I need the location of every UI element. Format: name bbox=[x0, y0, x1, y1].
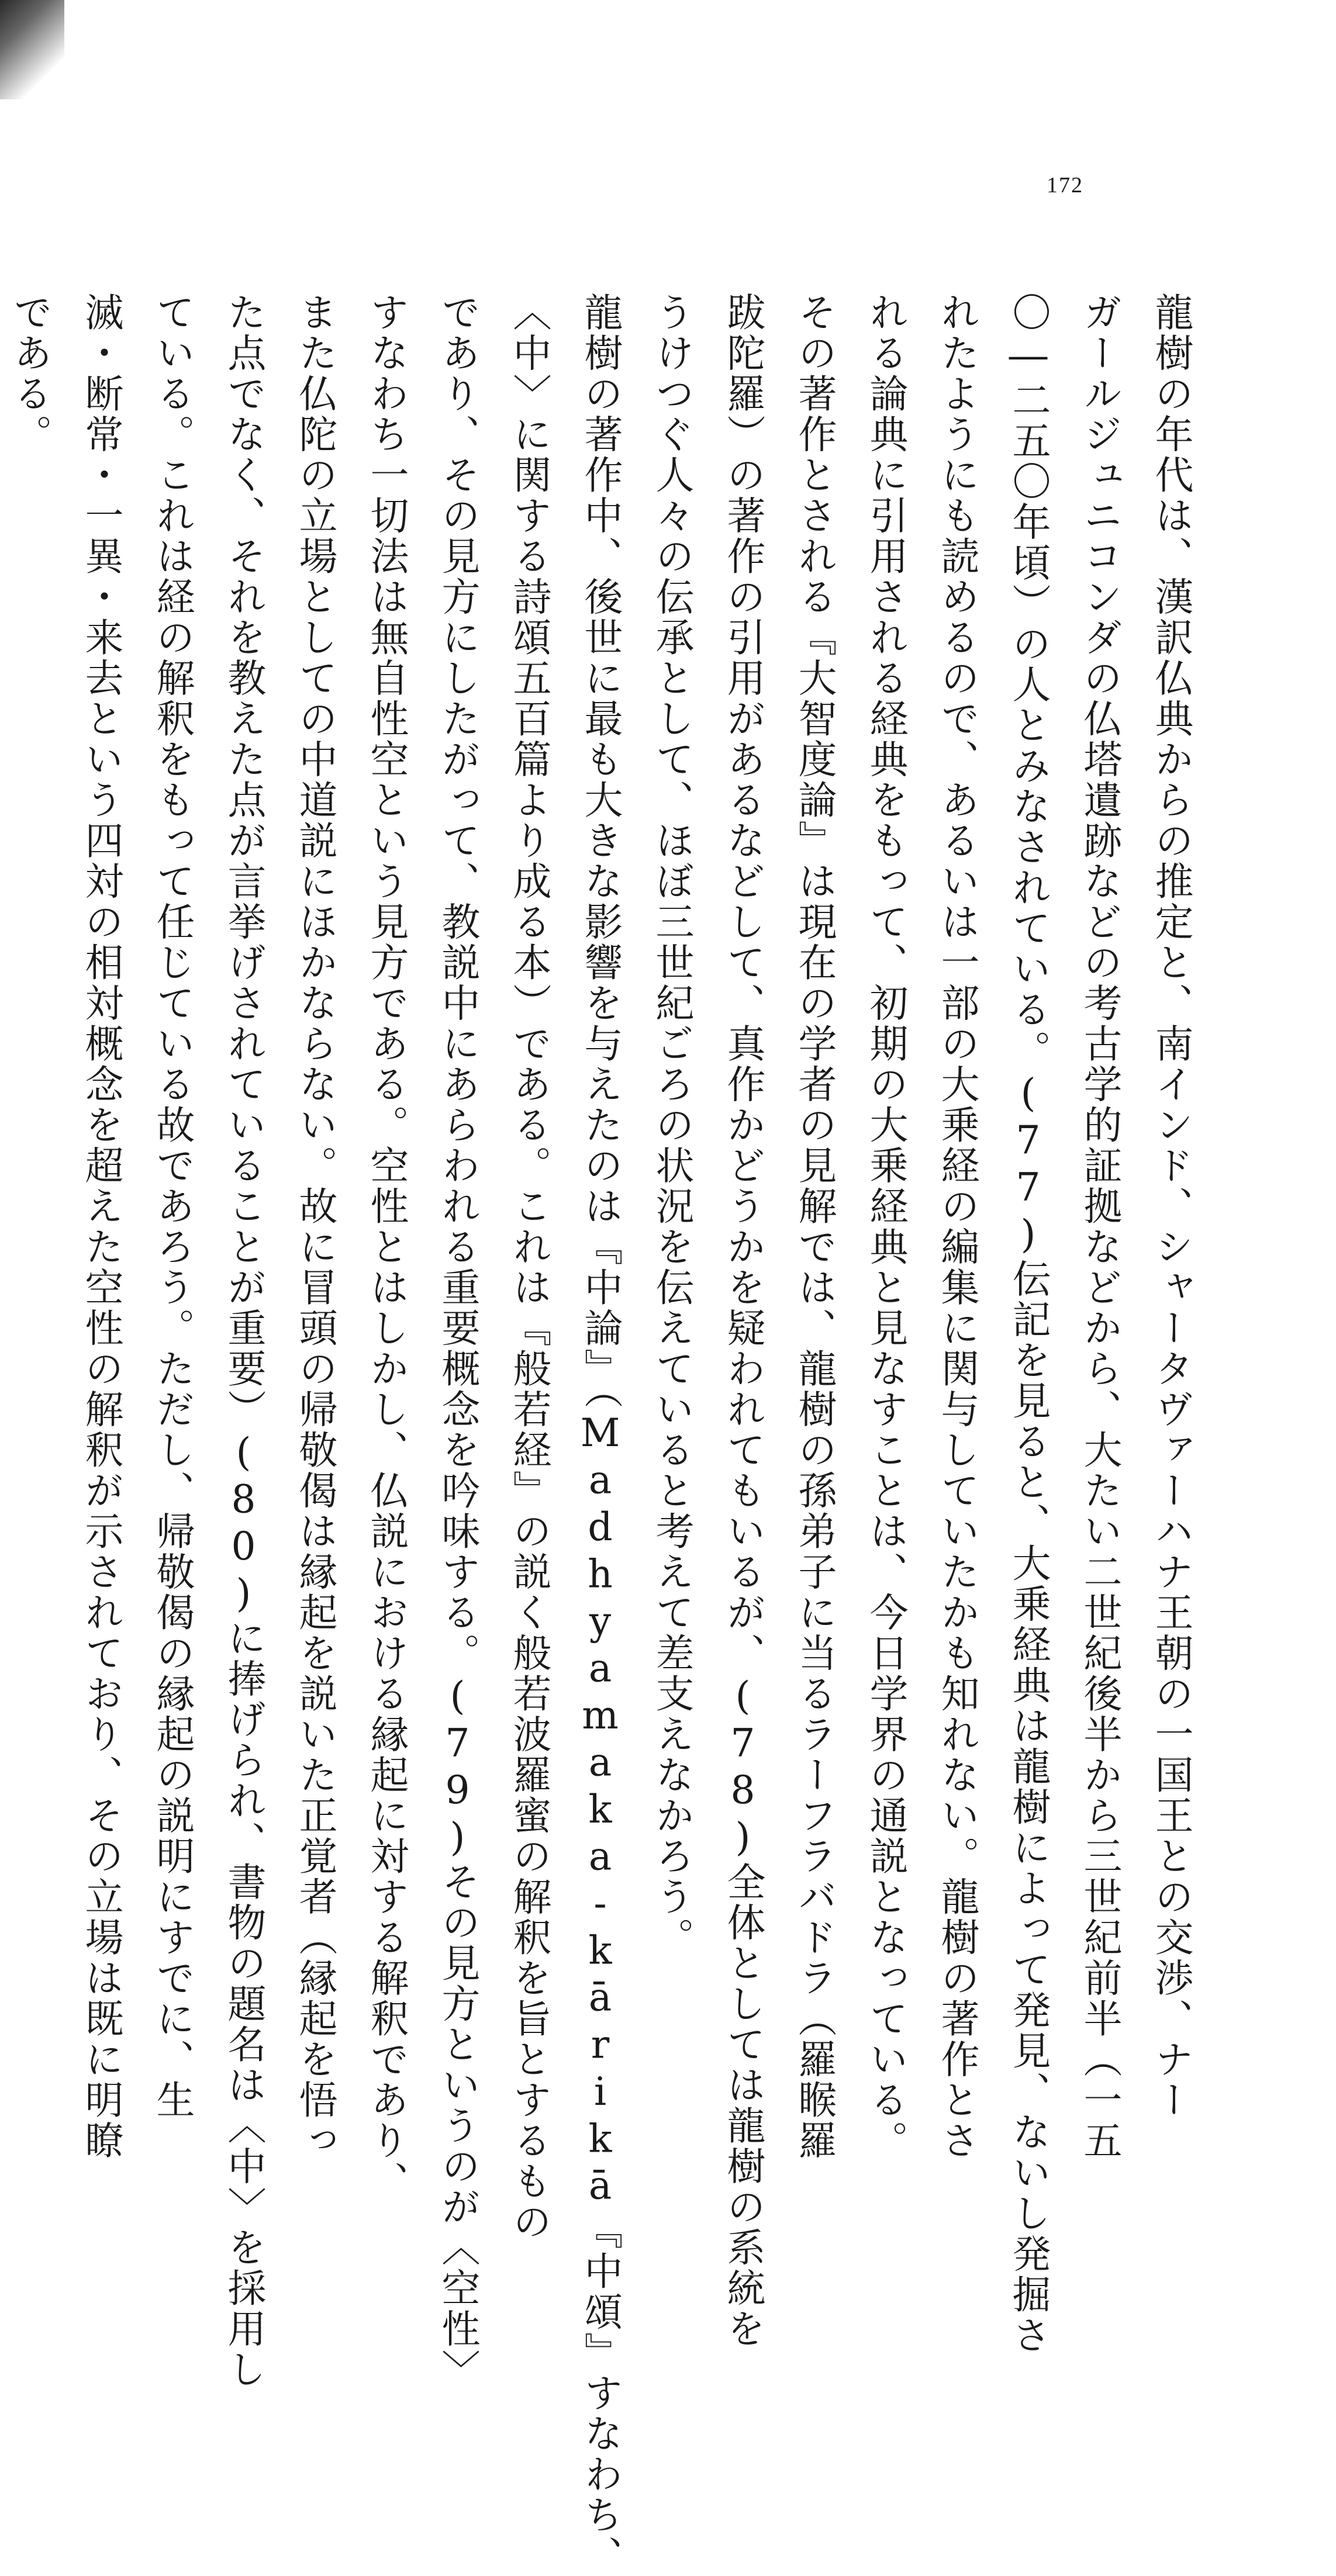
text-column: また仏陀の立場としての中道説にほかならない。故に冒頭の帰敬偈は縁起を説いた正覚者（縁起を悟っ bbox=[292, 292, 337, 2161]
text-column: 龍樹の年代は、漢訳仏典からの推定と、南インド、シャータヴァーハナ王朝の一国王との交渉、ナー bbox=[1148, 292, 1193, 2121]
text-column: すなわち一切法は無自性空という見方である。空性とはしかし、仏説における縁起に対する解釈であり、 bbox=[364, 292, 409, 2202]
text-column: 龍樹の著作中、後世に最も大きな影響を与えたのは『中論』（Madhyamaka-kārikā『中頌』すなわち、 bbox=[578, 292, 623, 2576]
scan-corner-shadow bbox=[0, 0, 64, 99]
text-column: 跋陀羅）の著作の引用があるなどして、真作かどうかを疑われてもいるが、(78)全体としては龍樹の系統を bbox=[720, 292, 765, 2349]
text-column: ている。これは経の解釈をもって任じている故であろう。ただし、帰敬偈の縁起の説明にすでに、生 bbox=[150, 292, 195, 2121]
text-column: れる論典に引用される経典をもって、初期の大乗経典と見なすことは、今日学界の通説となっている。 bbox=[863, 292, 908, 2161]
text-column: うけつぐ人々の伝承として、ほぼ三世紀ごろの状況を伝えていると考えて差支えなかろう。 bbox=[649, 292, 694, 1958]
text-column: その著作とされる『大智度論』は現在の学者の見解では、龍樹の孫弟子に当るラーフラバドラ（羅睺羅 bbox=[792, 292, 837, 2161]
text-column: ガールジュニコンダの仏塔遺跡などの考古学的証拠などから、大たい二世紀後半から三世紀前半（一五 bbox=[1077, 292, 1122, 2161]
vertical-text-body bbox=[7, 292, 1204, 2576]
text-column: 滅・断常・一異・来去という四対の相対概念を超えた空性の解釈が示されており、その立場は既に明瞭 bbox=[78, 292, 123, 2161]
text-column: である。 bbox=[7, 292, 52, 455]
text-column: であり、その見方にしたがって、教説中にあらわれる重要概念を吟味する。(79)その見方というのが〈空性〉 bbox=[435, 292, 480, 2390]
text-column: 〈中〉に関する詩頌五百篇より成る本）である。これは『般若経』の説く般若波羅蜜の解釈を旨とするもの bbox=[506, 292, 551, 2242]
text-column: 〇―二五〇年頃）の人とみなされている。(77)伝記を見ると、大乗経典は龍樹によって発見、ないし発掘さ bbox=[1006, 292, 1051, 2356]
page-number: 172 bbox=[1047, 173, 1083, 198]
text-column: れたようにも読めるので、あるいは一部の大乗経の編集に関与していたかも知れない。龍樹の著作とさ bbox=[934, 292, 979, 2161]
text-column: た点でなく、それを教えた点が言挙げされていることが重要）(80)に捧げられ、書物の題名は〈中〉を採用し bbox=[221, 292, 266, 2390]
